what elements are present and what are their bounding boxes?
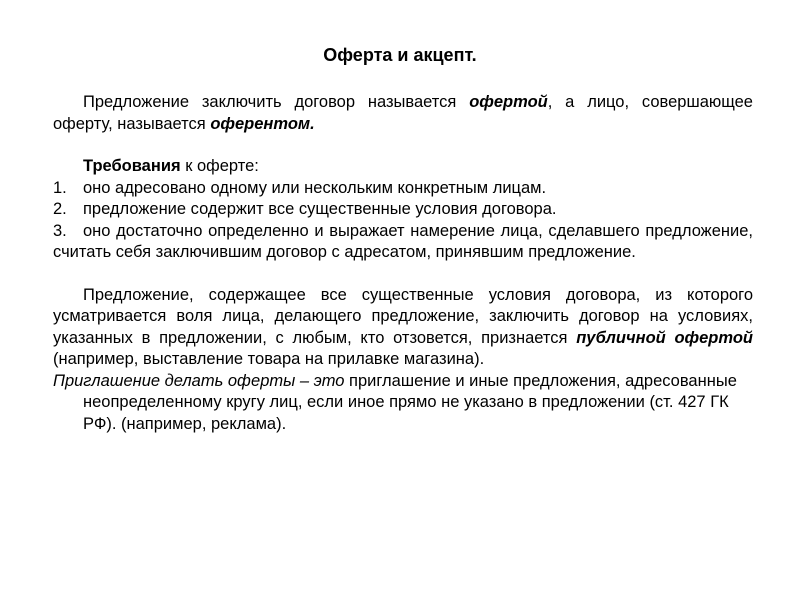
- requirements-heading-rest: к оферте:: [180, 157, 259, 175]
- requirements-list: [53, 178, 753, 264]
- public-offer-text-1: Предложение, содержащее все существенные условия договора, из которого усматривается воля лица, делающего предложение, заключить договор на условиях, указанных в предложении, с любым, кто отзовется, признается: [53, 285, 753, 347]
- invitation-text: приглашение и иные предложения, адресованные неопределенному кругу лиц, если иное прямо не указано в предложении (ст. 427 ГК РФ). (например, реклама).: [83, 371, 737, 433]
- requirements-heading-bold: Требования: [83, 157, 181, 175]
- term-public-offer: публичной офертой: [576, 328, 753, 347]
- spacer: [53, 135, 753, 156]
- slide-title: Оферта и акцепт.: [323, 45, 477, 65]
- list-item-text: оно достаточно определенно и выражает намерение лица, сделавшего предложение, считать себя заключившим договор с адресатом, принявшим предложение.: [53, 221, 753, 261]
- list-item: [53, 221, 753, 264]
- public-offer-paragraph: [53, 285, 753, 371]
- list-item: [53, 178, 753, 200]
- invitation-paragraph: [53, 371, 753, 436]
- public-offer-text-2: (например, выставление товара на прилавке магазина).: [53, 350, 485, 368]
- list-item-text: оно адресовано одному или нескольким конкретным лицам.: [83, 178, 547, 197]
- list-item: [53, 199, 753, 221]
- spacer: [53, 264, 753, 285]
- list-item-number: 1.: [53, 178, 67, 197]
- offer-definition-paragraph: [53, 92, 753, 135]
- offer-definition-text-2: , а лицо, совершающее оферту, называется: [53, 93, 753, 133]
- list-item-number: 3.: [53, 221, 67, 240]
- requirements-heading: [53, 156, 753, 178]
- list-item-number: 2.: [53, 200, 67, 218]
- term-oferta: офертой: [469, 93, 548, 111]
- offer-definition-text-1: Предложение заключить договор называется: [83, 93, 470, 111]
- term-oferent: оферентом.: [210, 114, 315, 133]
- list-item-text: предложение содержит все существенные условия договора.: [83, 200, 557, 218]
- slide-content: [53, 92, 753, 435]
- invitation-term: Приглашение делать оферты – это: [53, 371, 345, 390]
